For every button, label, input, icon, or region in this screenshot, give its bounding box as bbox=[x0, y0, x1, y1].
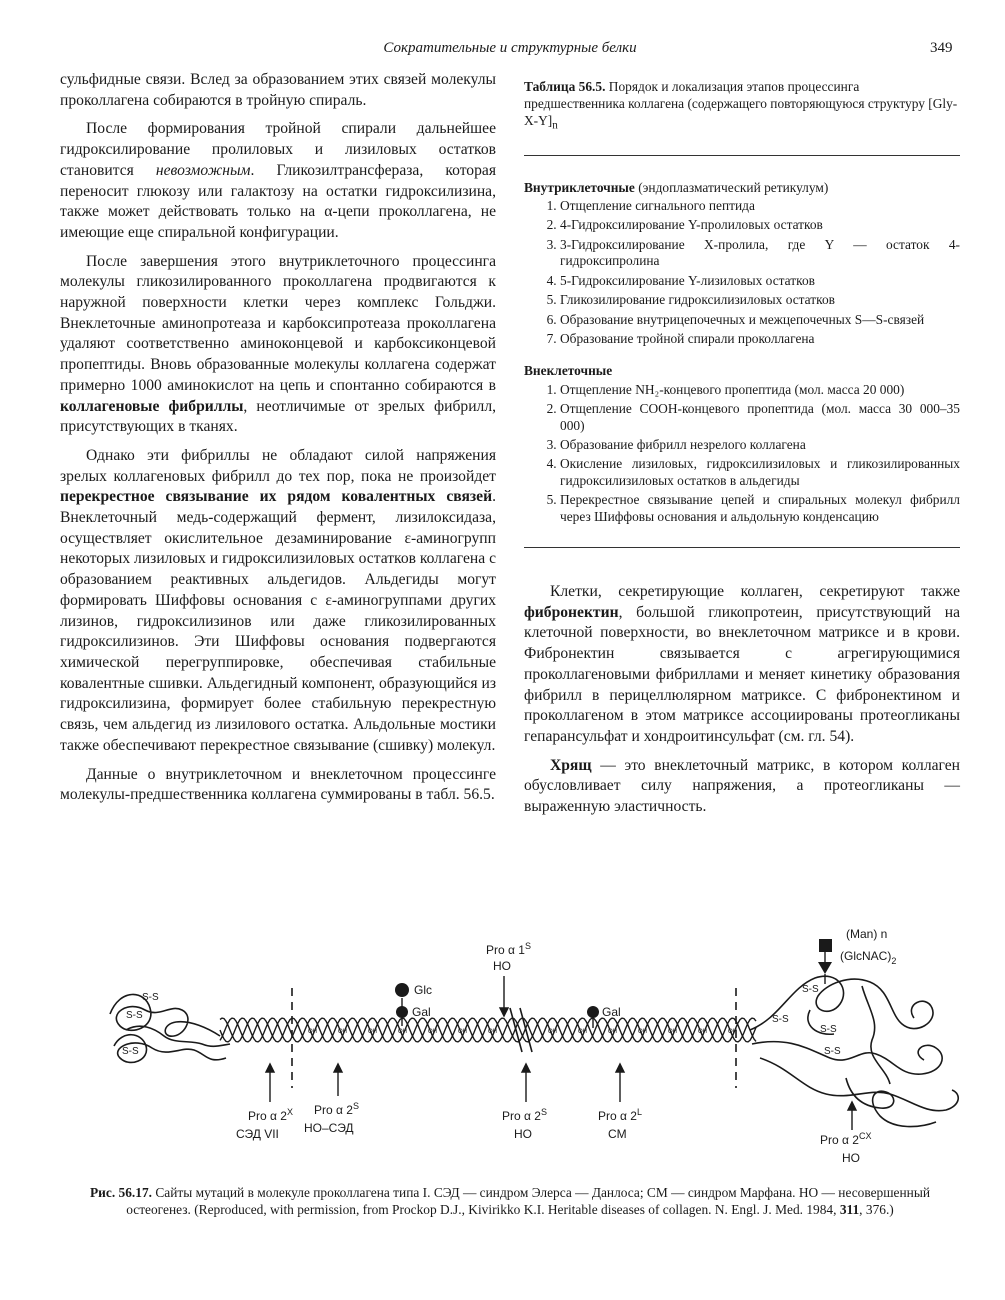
mutation-label-2-sup: S bbox=[352, 1101, 359, 1111]
extracellular-step: 3. Образование фибрилл незрелого коллагена bbox=[560, 437, 960, 453]
table-caption-subscript: n bbox=[552, 119, 558, 132]
gal-marker-icon bbox=[396, 1006, 408, 1018]
intracellular-step: 5. Гликозилирование гидроксилизиловых остатков bbox=[560, 292, 960, 308]
figure-caption-pages: , 376.) bbox=[859, 1202, 894, 1217]
procollagen-diagram bbox=[90, 918, 990, 1180]
intracellular-step: 7. Образование тройной спирали проколлагена bbox=[560, 331, 960, 347]
oh-label: OH bbox=[398, 1029, 407, 1035]
right-paragraph-2 bbox=[524, 756, 960, 818]
arrow-up-icon bbox=[616, 1064, 624, 1072]
left-paragraph-2-text-a: После формирования тройной спирали дальнейшее гидроксилирование пролиловых и лизиловых остатков становится bbox=[60, 120, 496, 179]
top-mutation-arrow-icon bbox=[500, 976, 508, 1016]
extracellular-heading bbox=[524, 363, 960, 379]
mutation-label-2 bbox=[314, 1101, 359, 1117]
left-paragraph-1: сульфидные связи. Вслед за образованием этих связей молекулы проколлагена собираются в тройную спираль. bbox=[60, 71, 496, 109]
arrow-up-icon bbox=[266, 1064, 274, 1072]
oh-label: OH bbox=[638, 1029, 647, 1035]
figure-caption bbox=[60, 1184, 960, 1218]
table-body bbox=[524, 180, 960, 525]
oh-label: OH bbox=[578, 1029, 587, 1035]
intracellular-step: 2. 4-Гидроксилирование Y-пролиловых остатков bbox=[560, 217, 960, 233]
ss-bond-label: S-S bbox=[142, 992, 159, 1003]
mutation-label-4-disease: CM bbox=[608, 1127, 627, 1141]
table-top-rule bbox=[524, 155, 960, 156]
table-caption-label: Таблица 56.5. bbox=[524, 79, 606, 94]
oh-label: OH bbox=[488, 1029, 497, 1035]
mutation-label-2-disease: HO–СЭД bbox=[304, 1121, 354, 1135]
intracellular-steps-list bbox=[524, 198, 960, 347]
mutation-label-1-name: Pro α 2 bbox=[248, 1109, 287, 1123]
left-paragraph-3 bbox=[60, 252, 496, 438]
bottom-mutation-arrows bbox=[266, 1064, 856, 1130]
extracellular-step: 2. Отщепление COOH-концевого пропептида (мол. масса 30 000–35 000) bbox=[560, 401, 960, 434]
left-paragraph-2-emphasis: невозможным bbox=[155, 161, 251, 179]
mutation-label-5-sup: CX bbox=[858, 1131, 872, 1141]
gal-marker-icon bbox=[587, 1006, 599, 1018]
extracellular-step: 1. Отщепление NH₂-концевого пропептида (мол. масса 20 000) bbox=[560, 382, 960, 398]
procollagen-figure bbox=[90, 918, 990, 1180]
arrow-up-icon bbox=[848, 1102, 856, 1110]
table-caption-text: Порядок и локализация этапов процессинга предшественника коллагена (содержащего повторяющуюся структуру [Gly-X-Y] bbox=[524, 79, 958, 128]
ss-bond-label: S-S bbox=[126, 1010, 143, 1021]
ss-bond-label: S-S bbox=[824, 1046, 841, 1057]
page-number: 349 bbox=[930, 40, 953, 56]
intracellular-heading bbox=[524, 180, 960, 196]
ss-bond-label: S-S bbox=[820, 1024, 837, 1035]
intracellular-heading-title: Внутриклеточные bbox=[524, 179, 635, 195]
intracellular-step: 6. Образование внутрицепочечных и межцепочечных S—S-связей bbox=[560, 312, 960, 328]
left-paragraph-3-text-a: После завершения этого внутриклеточного процессинга молекулы гликозилированного проколлагена продвигаются к наружной поверхности клетки через комплекс Гольджи. Внеклеточные аминопротеаза и карбоксипротеаза проколлагена удаляют соответственно аминоконцевой и карбоксиконцевой пропептиды. Вновь образованные молекулы коллагена содержат примерно 1000 аминокислот на цепь и спонтанно собираются в bbox=[60, 252, 496, 394]
table-caption bbox=[524, 78, 960, 135]
left-paragraph-3-text-b: , неотличимые от зрелых фибрилл, присутствующих в тканях. bbox=[60, 397, 497, 436]
intracellular-step: 4. 5-Гидроксилирование Y-лизиловых остатков bbox=[560, 273, 960, 289]
glc-label: Glc bbox=[414, 983, 432, 997]
right-column bbox=[524, 78, 960, 818]
right-paragraph-2-text: — это внеклеточный матрикс, в котором коллаген обусловливает силу напряжения, а протеогликаны — выраженную эластичность. bbox=[524, 756, 960, 816]
intracellular-step: 3. 3-Гидроксилирование X-пролила, где Y — остаток 4-гидроксипролина bbox=[560, 237, 960, 270]
oh-label: OH bbox=[338, 1029, 347, 1035]
mutation-label-3-disease: HO bbox=[514, 1127, 532, 1141]
c-propeptide-loops bbox=[750, 976, 958, 1126]
top-mutation-label bbox=[486, 941, 531, 957]
top-mutation-name: Pro α 1 bbox=[486, 943, 525, 957]
figure-caption-volume: 311 bbox=[839, 1202, 860, 1217]
mutation-label-4-name: Pro α 2 bbox=[598, 1109, 637, 1123]
extracellular-steps-list bbox=[524, 382, 960, 525]
mutation-label-2-name: Pro α 2 bbox=[314, 1103, 353, 1117]
table-bottom-rule bbox=[524, 547, 960, 548]
mutation-label-1 bbox=[248, 1107, 293, 1123]
right-paragraph-2-term: Хрящ bbox=[550, 756, 592, 774]
extracellular-step: 4. Окисление лизиловых, гидроксилизиловых и гликозилированных гидроксилизиловых остатков в альдегиды bbox=[560, 456, 960, 489]
left-paragraph-5: Данные о внутриклеточном и внеклеточном процессинге молекулы-предшественника коллагена суммированы в табл. 56.5. bbox=[60, 765, 496, 804]
ss-bond-label: S-S bbox=[802, 984, 819, 995]
mutation-label-5 bbox=[820, 1131, 871, 1147]
extracellular-heading-title: Внеклеточные bbox=[524, 363, 613, 379]
glcnac-label-subscript: 2 bbox=[891, 956, 897, 966]
mannose-label: (Man) n bbox=[846, 927, 888, 941]
left-paragraph-4-text-a: Однако эти фибриллы не обладают силой напряжения зрелых коллагеновых фибрилл до тех пор, пока не произойдет bbox=[60, 446, 496, 485]
left-paragraph-4 bbox=[60, 446, 496, 757]
glc-marker-icon bbox=[395, 983, 409, 997]
figure-caption-label: Рис. 56.17. bbox=[90, 1185, 153, 1200]
mutation-label-4-sup: L bbox=[636, 1107, 642, 1117]
helix-break-mark bbox=[510, 1008, 532, 1052]
mutation-label-3-sup: S bbox=[540, 1107, 547, 1117]
left-paragraph-2-text-b: . Гликозилтрансфераза, которая переносит глюкозу или галактозу на остатки гидроксилизина, также может действовать только на α-цепи проколлагена, не имеющие еще спиральной конфигурации. bbox=[60, 161, 496, 241]
mutation-label-4 bbox=[598, 1107, 642, 1123]
oh-label: OH bbox=[308, 1029, 317, 1035]
right-paragraph-1 bbox=[524, 582, 960, 748]
mutation-label-1-sup: X bbox=[286, 1107, 293, 1117]
mutation-label-5-disease: HO bbox=[842, 1151, 860, 1165]
left-paragraph-4-term: перекрестное связывание их рядом ковалентных связей bbox=[60, 488, 493, 506]
ss-bond-label: S-S bbox=[772, 1014, 789, 1025]
glcnac-label bbox=[840, 949, 896, 966]
extracellular-step: 5. Перекрестное связывание цепей и спиральных молекул фибрилл через Шиффовы основания и альдольную конденсацию bbox=[560, 492, 960, 525]
right-paragraph-1-text-a: Клетки, секретирующие коллаген, секретируют также bbox=[550, 582, 960, 600]
ss-bond-label: S-S bbox=[122, 1046, 139, 1057]
right-paragraph-1-text-b: , большой гликопротеин, присутствующий на клеточной поверхности, во внеклеточном матриксе и в крови. Фибронектин связывается с агрегирующимися проколлагеновыми фибриллами и меняет кинетику образования фибрилл в перицеллюлярном матриксе. С фибронектином и проколлагеном в этом матриксе ассоциированы протеогликаны гепарансульфат и хондроитинсульфат (см. гл. 54). bbox=[524, 603, 960, 745]
left-paragraph-3-term: коллагеновые фибриллы bbox=[60, 397, 244, 415]
oh-label: OH bbox=[548, 1029, 557, 1035]
glcnac-label-text: (GlcNAC) bbox=[840, 949, 892, 963]
right-body-text bbox=[524, 582, 960, 818]
mannose-square-icon bbox=[819, 939, 832, 952]
left-column bbox=[60, 70, 496, 806]
oh-label: OH bbox=[668, 1029, 677, 1035]
intracellular-step: 1. Отщепление сигнального пептида bbox=[560, 198, 960, 214]
mutation-label-3-name: Pro α 2 bbox=[502, 1109, 541, 1123]
top-mutation-disease: HO bbox=[493, 959, 511, 973]
oh-label: OH bbox=[728, 1029, 737, 1035]
oh-label: OH bbox=[608, 1029, 617, 1035]
oh-label: OH bbox=[698, 1029, 707, 1035]
mutation-label-5-name: Pro α 2 bbox=[820, 1133, 859, 1147]
oh-label: OH bbox=[428, 1029, 437, 1035]
intracellular-heading-note: (эндоплазматический ретикулум) bbox=[634, 179, 829, 195]
arrow-up-icon bbox=[334, 1064, 342, 1072]
right-paragraph-1-term: фибронектин bbox=[524, 603, 619, 621]
oh-label: OH bbox=[368, 1029, 377, 1035]
left-paragraph-2 bbox=[60, 119, 496, 243]
arrow-up-icon bbox=[522, 1064, 530, 1072]
figure-caption-text: Сайты мутаций в молекуле проколлагена типа I. СЭД — синдром Элерса — Данлоса; СМ — синдром Марфана. НО — несовершенный остеогенез. (Reproduced, with permission, from Prockop D.J., Kivirikko K.I. Heritable diseases of collagen. N. Engl. J. Med. 1984, bbox=[126, 1185, 930, 1217]
left-paragraph-4-text-b: . Внеклеточный медь-содержащий фермент, лизилоксидаза, осуществляет окислительное дезаминирование ε-аминогрупп некоторых лизиловых и гидроксилизиловых остатков коллагена с образованием реактивных альдегидов. Альдегиды могут формировать Шиффовы основания с ε-аминогруппами других лизинов, гидроксилизинов или даже гликозилированных гидроксилизинов. Эти Шиффовы основания подвергаются химической перегруппировке, обеспечивая стабильные ковалентные сшивки. Альдегидный компонент, образующийся из гидроксилизина, формирует более стабильную перекрестную связь, чем альдегид из лизилового остатка. Альдольные мостики также обеспечивают перекрестное связывание (сшивку) молекул. bbox=[60, 488, 496, 754]
oh-label: OH bbox=[458, 1029, 467, 1035]
running-title: Сократительные и структурные белки bbox=[383, 40, 637, 56]
mutation-label-1-disease: СЭД VII bbox=[236, 1127, 279, 1141]
top-mutation-superscript: S bbox=[524, 941, 531, 951]
mutation-label-3 bbox=[502, 1107, 547, 1123]
gal-label: Gal bbox=[412, 1005, 431, 1019]
glcnac-triangle-icon bbox=[818, 962, 832, 974]
gal-label: Gal bbox=[602, 1005, 621, 1019]
